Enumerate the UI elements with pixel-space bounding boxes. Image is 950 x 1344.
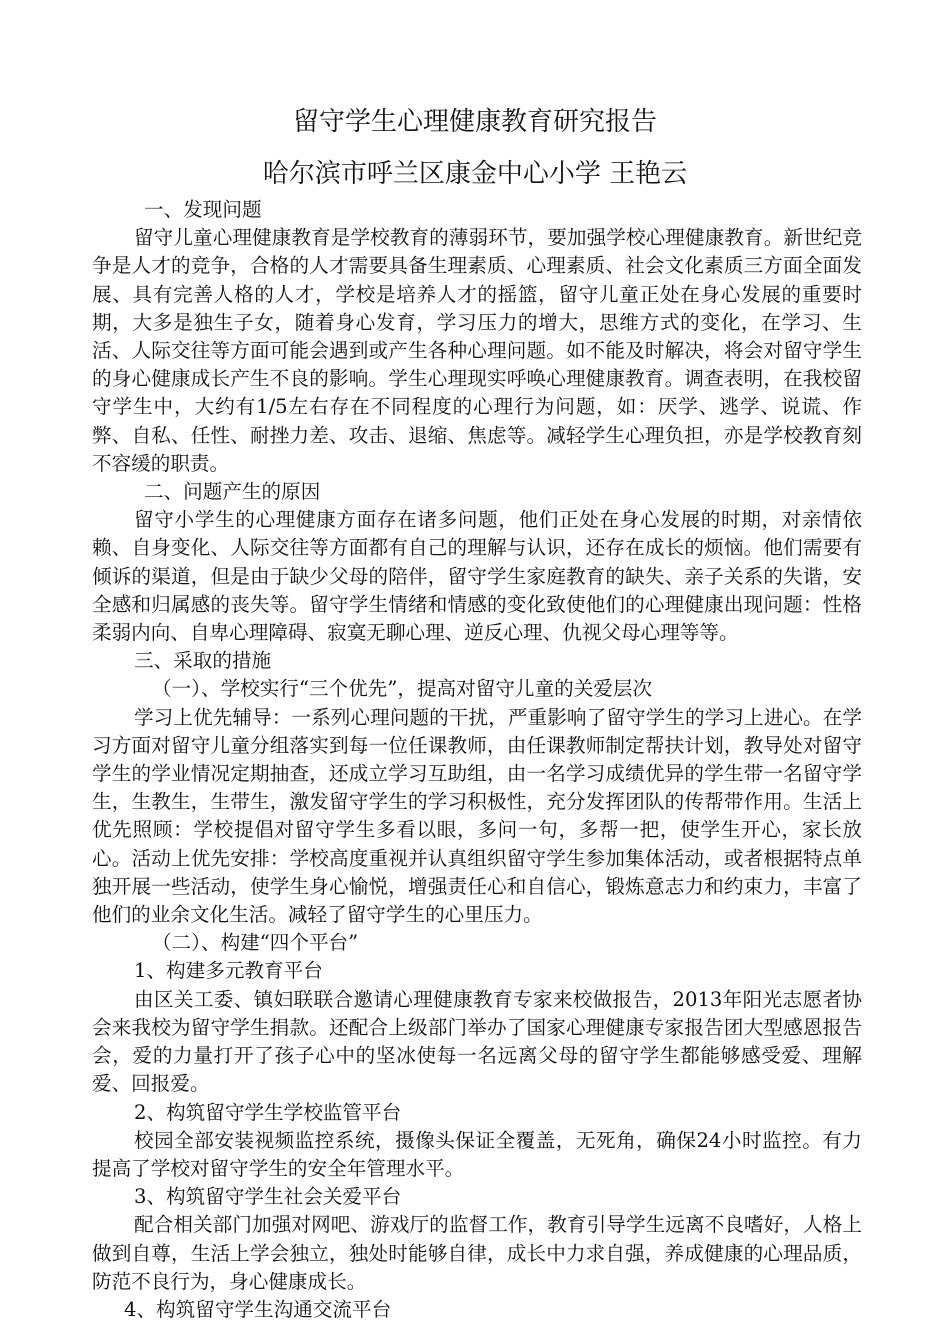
document-body: [92, 196, 862, 1324]
subsection-heading-1: （一）、学校实行“三个优先”，提高对留守儿童的关爱层次: [152, 677, 653, 701]
platform-3-paragraph: 配合相关部门加强对网吧、游戏厅的监督工作，教育引导学生远离不良嗜好，人格上做到自尊，生活上学会独立，独处时能够自律，成长中力求自强，养成健康的心理品质，防范不良行为，身心健康成长。: [92, 1213, 862, 1293]
section-2-paragraph: 留守小学生的心理健康方面存在诸多问题，他们正处在身心发展的时期，对亲情依赖、自身变化、人际交往等方面都有自己的理解与认识，还存在成长的烦恼。他们需要有倾诉的渠道，但是由于缺少父母的陪伴，留守学生家庭教育的缺失、亲子关系的失谐，安全感和归属感的丧失等。留守学生情绪和情感的变化致使他们的心理健康出现问题：性格柔弱内向、自卑心理障碍、寂寞无聊心理、逆反心理、仇视父母心理等等。: [92, 508, 862, 645]
section-heading-3: 三、采取的措施: [134, 649, 272, 673]
platform-heading-2: 2、构筑留守学生学校监管平台: [134, 1100, 402, 1124]
subsection-heading-2: （二）、构建“四个平台”: [152, 931, 359, 955]
document-title: 留守学生心理健康教育研究报告: [292, 107, 657, 137]
author-line: 哈尔滨市呼兰区康金中心小学 王艳云: [262, 159, 688, 189]
section-heading-2: 二、问题产生的原因: [144, 480, 321, 504]
section-1-paragraph: 留守儿童心理健康教育是学校教育的薄弱环节，要加强学校心理健康教育。新世纪竞争是人才的竞争，合格的人才需要具备生理素质、心理素质、社会文化素质三方面全面发展、具有完善人格的人才，学校是培养人才的摇篮，留守儿童正处在身心发展的重要时期，大多是独生子女，随着身心发育，学习压力的增大，思维方式的变化，在学习、生活、人际交往等方面可能会遇到或产生各种心理问题。如不能及时解决，将会对留守学生的身心健康成长产生不良的影响。学生心理现实呼唤心理健康教育。调查表明，在我校留守学生中，大约有1/5左右存在不同程度的心理行为问题，如：厌学、逃学、说谎、作弊、自私、任性、耐挫力差、攻击、退缩、焦虑等。减轻学生心理负担，亦是学校教育刻不容缓的职责。: [92, 226, 862, 475]
subsection-1-paragraph: 学习上优先辅导：一系列心理问题的干扰，严重影响了留守学生的学习上进心。在学习方面对留守儿童分组落实到每一位任课教师，由任课教师制定帮扶计划，教导处对留守学生的学业情况定期抽查，还成立学习互助组，由一名学习成绩优异的学生带一名留守学生，生教生，生带生，激发留守学生的学习积极性，充分发挥团队的传帮带作用。生活上优先照顾：学校提倡对留守学生多看以眼，多问一句，多帮一把，使学生开心，家长放心。活动上优先安排：学校高度重视并认真组织留守学生参加集体活动，或者根据特点单独开展一些活动，使学生身心愉悦，增强责任心和自信心，锻炼意志力和约束力，丰富了他们的业余文化生活。减轻了留守学生的心里压力。: [92, 705, 862, 927]
platform-2-paragraph: 校园全部安装视频监控系统，摄像头保证全覆盖，无死角，确保24小时监控。有力提高了学校对留守学生的安全年管理水平。: [92, 1128, 862, 1180]
platform-heading-3: 3、构筑留守学生社会关爱平台: [134, 1185, 402, 1209]
platform-1-paragraph: 由区关工委、镇妇联联合邀请心理健康教育专家来校做报告，2013年阳光志愿者协会来我校为留守学生捐款。还配合上级部门举办了国家心理健康专家报告团大型感恩报告会，爱的力量打开了孩子心中的坚冰使每一名远离父母的留守学生都能够感受爱、理解爱、回报爱。: [92, 987, 862, 1096]
section-heading-1: 一、发现问题: [144, 198, 262, 221]
platform-heading-4: 4、构筑留守学生沟通交流平台: [124, 1297, 392, 1321]
platform-heading-1: 1、构建多元教育平台: [134, 959, 323, 983]
